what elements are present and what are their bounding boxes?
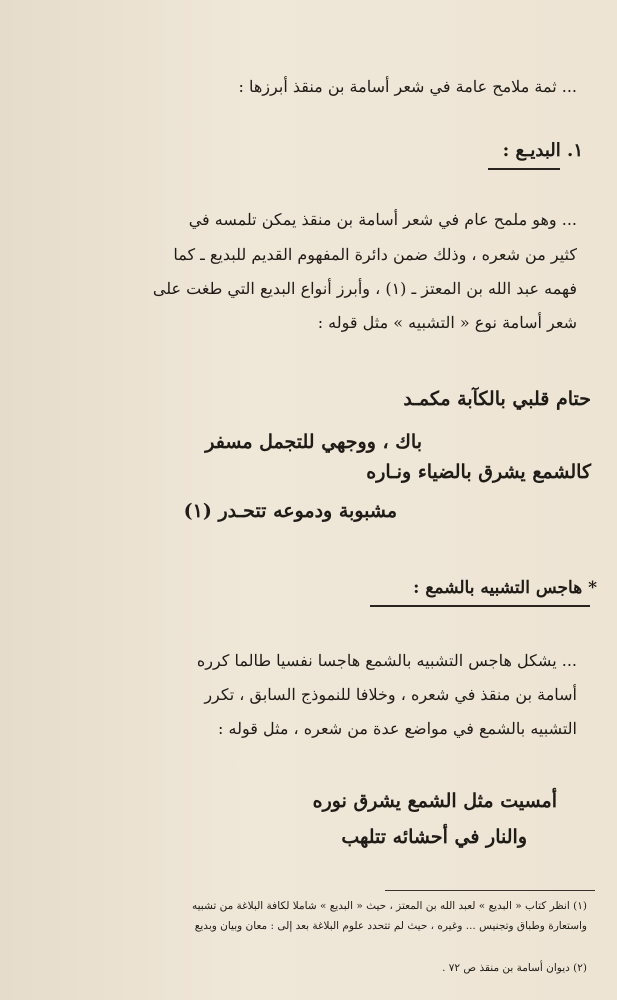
paragraph-line: ... وهو ملمح عام في شعر أسامة بن منقذ يمكن تلمسه في: [188, 210, 577, 229]
heading-underline: [488, 168, 560, 170]
paragraph-line: فهمه عبد الله بن المعتز ـ (١) ، وأبرز أنواع البديع التي طغت على: [152, 279, 577, 298]
section-heading-badi: ١. البديـع :: [502, 140, 583, 161]
verse-line: كالشمع يشرق بالضياء ونـاره: [366, 461, 591, 483]
footnote-separator: [385, 890, 595, 891]
paragraph-line: شعر أسامة نوع « التشبيه » مثل قوله :: [317, 313, 577, 332]
paragraph-line: ... يشكل هاجس التشبيه بالشمع هاجسا نفسيا طالما كرره: [196, 651, 577, 670]
verse-line: باك ، ووجهي للتجمل مسفر: [205, 431, 422, 453]
section-heading-shama: * هاجس التشبيه بالشمع :: [413, 578, 597, 598]
heading-underline: [370, 605, 590, 607]
paragraph-line: أسامة بن منقذ في شعره ، وخلافا للنموذج السابق ، تكرر: [204, 685, 577, 704]
verse-line: مشبوبة ودموعه تتحـدر (١): [183, 500, 397, 522]
paragraph-line: التشبيه بالشمع في مواضع عدة من شعره ، مثل قوله :: [218, 719, 577, 738]
paragraph-line: كثير من شعره ، وذلك ضمن دائرة المفهوم القديم للبديع ـ كما: [173, 245, 577, 264]
footnote: (٢) ديوان أسامة بن منقذ ص ٧٢ .: [442, 962, 587, 974]
footnote: (١) انظر كتاب « البديع » لعبد الله بن المعتز ، حيث « البديع » شاملا لكافة البلاغة من تشبيه: [192, 900, 587, 912]
verse-line: أمسيت مثل الشمع يشرق نوره: [312, 790, 557, 812]
verse-line: والنار في أحشائه تتلهب: [341, 826, 527, 848]
verse-line: حتام قلبي بالكآبة مكمـد: [403, 388, 591, 410]
footnote: واستعارة وطباق وتجنيس ... وغيره ، حيث لم تتحدد علوم البلاغة بعد إلى : معان وبيان وبديع: [194, 920, 587, 932]
intro-line: ... ثمة ملامح عامة في شعر أسامة بن منقذ أبرزها :: [238, 77, 577, 96]
